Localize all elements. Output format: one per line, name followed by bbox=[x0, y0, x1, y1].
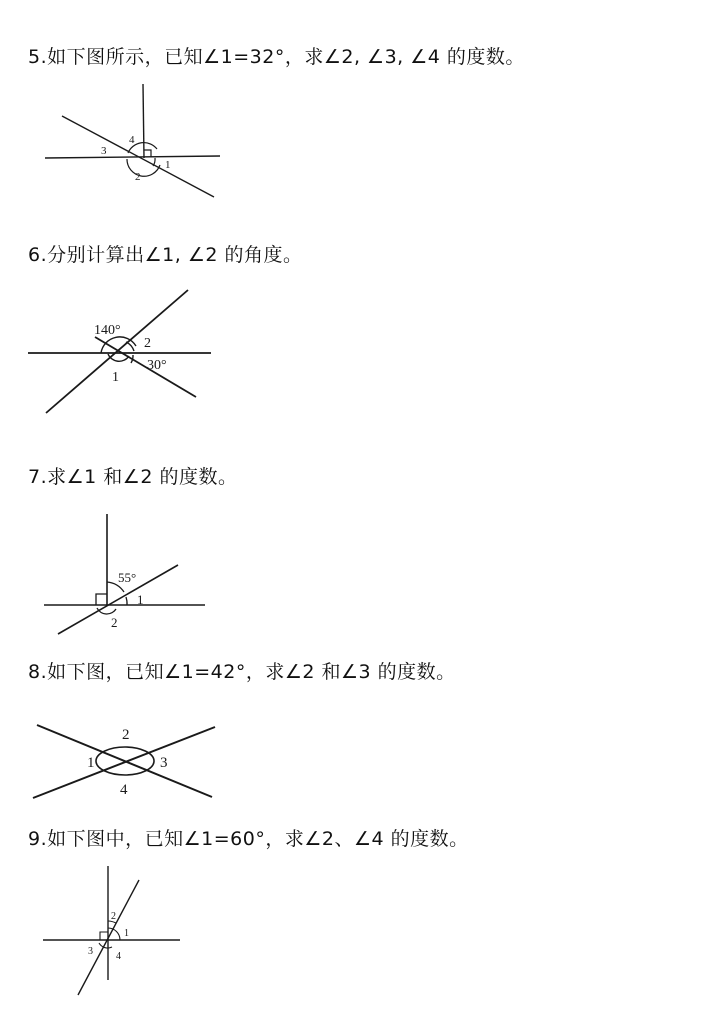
problem-7-text: 7.求∠1 和∠2 的度数。 bbox=[28, 466, 238, 488]
angle-label-3: 3 bbox=[101, 145, 107, 157]
right-angle-mark bbox=[144, 150, 151, 157]
angle-label-2: 2 bbox=[111, 615, 118, 630]
problem-7-figure bbox=[0, 510, 260, 645]
angle-label-1: 1 bbox=[165, 159, 171, 171]
problem-8-text: 8.如下图，已知∠1=42°，求∠2 和∠3 的度数。 bbox=[28, 661, 456, 683]
angle-label-2: 2 bbox=[135, 171, 141, 183]
angle-label-3: 3 bbox=[160, 755, 168, 771]
angle-label-4: 4 bbox=[116, 951, 121, 962]
angle-label-1: 1 bbox=[137, 592, 144, 607]
problem-5-text: 5.如下图所示，已知∠1=32°，求∠2, ∠3, ∠4 的度数。 bbox=[28, 46, 525, 68]
angle-label-3: 3 bbox=[88, 946, 93, 957]
angle-label-2: 2 bbox=[144, 336, 151, 351]
angle-arc bbox=[126, 597, 127, 605]
angle-label-1: 1 bbox=[87, 755, 95, 771]
problem-9-figure bbox=[0, 862, 240, 1002]
angle-label-4: 4 bbox=[120, 782, 128, 798]
given-angle-label: 140° bbox=[94, 323, 121, 338]
right-angle-mark bbox=[100, 932, 108, 940]
right-angle-mark bbox=[96, 594, 107, 605]
angle-label-1: 1 bbox=[124, 928, 129, 939]
angle-label-4: 4 bbox=[129, 134, 135, 146]
problem-8-figure bbox=[0, 715, 260, 810]
slant-line-up bbox=[46, 290, 188, 413]
problem-5-figure bbox=[0, 80, 260, 210]
vertical-line bbox=[143, 84, 144, 158]
angle-label-2: 2 bbox=[122, 727, 130, 743]
given-angle-label: 55° bbox=[118, 570, 137, 585]
angle-arc bbox=[126, 342, 134, 351]
angle-label-2: 2 bbox=[111, 911, 116, 922]
problem-6-text: 6.分别计算出∠1, ∠2 的角度。 bbox=[28, 244, 303, 266]
problem-9-text: 9.如下图中，已知∠1=60°，求∠2、∠4 的度数。 bbox=[28, 828, 469, 850]
horizontal-line bbox=[45, 156, 220, 158]
given-angle-label: 30° bbox=[147, 358, 167, 373]
angle-arc bbox=[97, 608, 116, 614]
angle-label-1: 1 bbox=[112, 370, 119, 385]
problem-6-figure bbox=[0, 285, 260, 420]
